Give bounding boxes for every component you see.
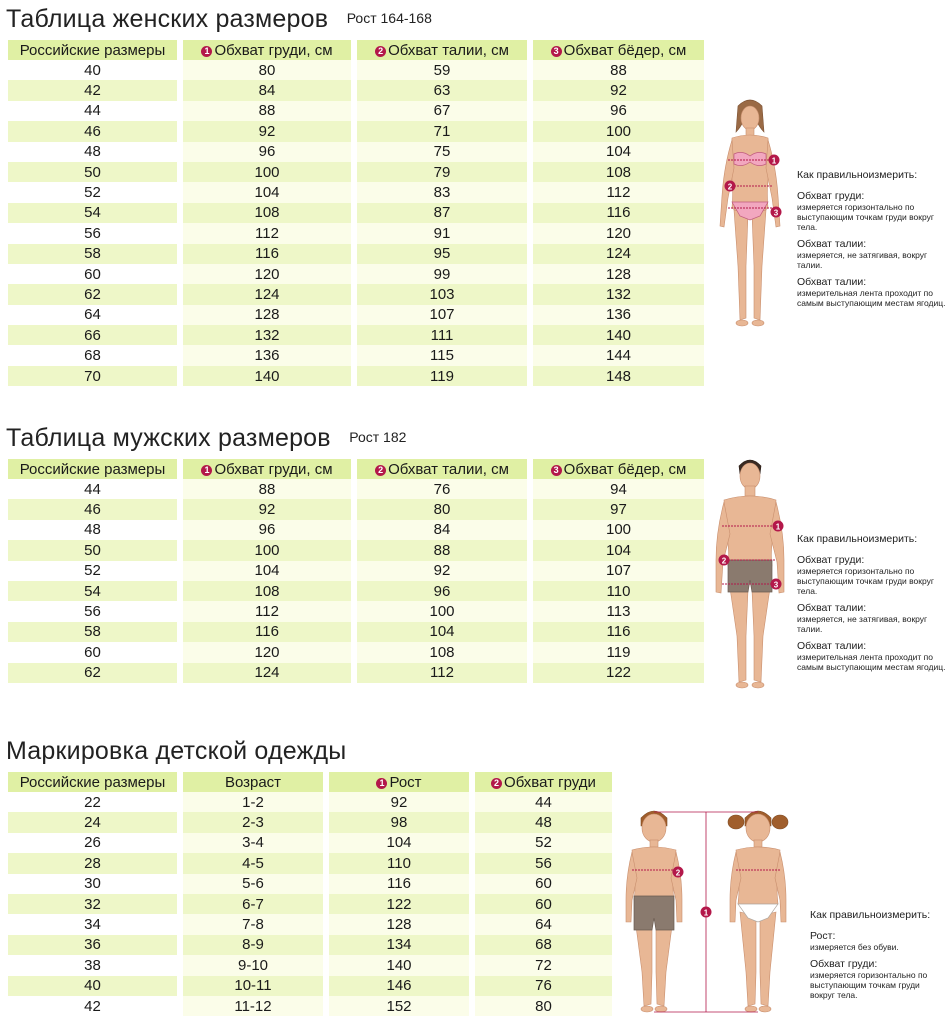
- table-row: [8, 581, 704, 601]
- table-row: [8, 264, 704, 284]
- table-cell: 84: [180, 80, 354, 100]
- table-cell: 124: [530, 244, 704, 264]
- table-cell: 7-8: [180, 914, 326, 934]
- table-cell: 58: [8, 622, 180, 642]
- table-cell: 128: [180, 305, 354, 325]
- table-cell: 59: [354, 60, 530, 80]
- table-cell: 52: [8, 561, 180, 581]
- table-cell: 116: [180, 244, 354, 264]
- table-row: [8, 642, 704, 662]
- table-cell: 108: [530, 162, 704, 182]
- table-row: [8, 223, 704, 243]
- marker-2-icon: [719, 555, 730, 566]
- table-cell: 112: [530, 182, 704, 202]
- table-row: [8, 894, 612, 914]
- table-cell: 92: [326, 792, 472, 812]
- table-cell: 56: [472, 853, 612, 873]
- table-cell: 40: [8, 976, 180, 996]
- table-cell: 54: [8, 581, 180, 601]
- table-row: [8, 914, 612, 934]
- table-cell: 71: [354, 121, 530, 141]
- table-cell: 5-6: [180, 874, 326, 894]
- table-cell: 122: [530, 663, 704, 683]
- table-row: [8, 162, 704, 182]
- table-cell: 116: [530, 622, 704, 642]
- column-header-label: Обхват талии, см: [388, 41, 509, 59]
- column-header: [354, 459, 530, 479]
- table-row: [8, 955, 612, 975]
- column-header: [180, 772, 326, 792]
- table-cell: 11-12: [180, 996, 326, 1016]
- note-title: Обхват груди:: [797, 190, 865, 202]
- table-cell: 119: [354, 366, 530, 386]
- marker-3-icon: [771, 207, 782, 218]
- table-cell: 70: [8, 366, 180, 386]
- table-cell: 63: [354, 80, 530, 100]
- table-cell: 80: [180, 60, 354, 80]
- table-row: [8, 622, 704, 642]
- table-row: [8, 520, 704, 540]
- table-cell: 128: [326, 914, 472, 934]
- table-cell: 112: [354, 663, 530, 683]
- table-cell: 40: [8, 60, 180, 80]
- column-header: [354, 40, 530, 60]
- table-cell: 83: [354, 182, 530, 202]
- table-row: [8, 935, 612, 955]
- table-cell: 120: [530, 223, 704, 243]
- table-row: [8, 121, 704, 141]
- note-title: Рост:: [810, 930, 836, 942]
- table-row: [8, 663, 704, 683]
- column-header-label: Российские размеры: [19, 460, 166, 478]
- table-cell: 80: [472, 996, 612, 1016]
- note-text: измеряется, не затягивая, вокруг талии.: [797, 614, 928, 634]
- column-header-label: Возраст: [224, 773, 282, 791]
- table-row: [8, 812, 612, 832]
- column-header: [180, 459, 354, 479]
- table-row: [8, 479, 704, 499]
- marker-1-icon: 1: [201, 465, 212, 476]
- table-cell: 97: [530, 499, 704, 519]
- marker-1-icon: [701, 907, 712, 918]
- kids-size-table: [8, 772, 612, 1016]
- table-cell: 79: [354, 162, 530, 182]
- table-cell: 108: [354, 642, 530, 662]
- marker-2-icon: [673, 867, 684, 878]
- table-cell: 120: [180, 264, 354, 284]
- table-cell: 92: [180, 121, 354, 141]
- table-cell: 52: [8, 182, 180, 202]
- table-row: [8, 833, 612, 853]
- table-cell: 48: [472, 812, 612, 832]
- table-row: [8, 142, 704, 162]
- table-cell: 110: [326, 853, 472, 873]
- table-cell: 124: [180, 663, 354, 683]
- table-cell: 64: [8, 305, 180, 325]
- table-cell: 52: [472, 833, 612, 853]
- table-cell: 104: [180, 561, 354, 581]
- table-cell: 134: [326, 935, 472, 955]
- note-text: измеряется горизонтально по выступающим точкам груди вокруг тела.: [797, 566, 934, 596]
- marker-1-icon: 1: [376, 778, 387, 789]
- table-cell: 60: [8, 264, 180, 284]
- table-cell: 38: [8, 955, 180, 975]
- notes-heading: Как правильноизмерить:: [797, 169, 918, 181]
- table-cell: 100: [354, 601, 530, 621]
- svg-text:1: 1: [703, 908, 709, 918]
- table-cell: 136: [180, 345, 354, 365]
- column-header-label: Обхват груди: [504, 773, 596, 791]
- table-cell: 10-11: [180, 976, 326, 996]
- table-cell: 64: [472, 914, 612, 934]
- note-title: Обхват талии:: [797, 640, 867, 652]
- table-row: [8, 305, 704, 325]
- table-cell: 50: [8, 162, 180, 182]
- table-cell: 22: [8, 792, 180, 812]
- table-cell: 56: [8, 223, 180, 243]
- table-cell: 60: [472, 894, 612, 914]
- table-cell: 116: [180, 622, 354, 642]
- table-header-row: [8, 40, 704, 60]
- table-cell: 115: [354, 345, 530, 365]
- table-cell: 32: [8, 894, 180, 914]
- table-cell: 112: [180, 223, 354, 243]
- table-cell: 100: [180, 162, 354, 182]
- table-row: [8, 792, 612, 812]
- column-header-label: Обхват бёдер, см: [563, 460, 687, 478]
- note-title: Обхват груди:: [810, 958, 878, 970]
- women-title: Таблица женских размеров: [6, 5, 329, 33]
- note-title: Обхват груди:: [797, 554, 865, 566]
- table-cell: 148: [530, 366, 704, 386]
- men-title-row: [6, 424, 406, 453]
- note-text: измерительная лента проходит по самым выступающим местам ягодиц.: [797, 652, 946, 672]
- table-cell: 88: [180, 101, 354, 121]
- table-cell: 3-4: [180, 833, 326, 853]
- children-figure-illustration: [618, 804, 808, 1022]
- note-title: Обхват талии:: [797, 602, 867, 614]
- table-row: [8, 80, 704, 100]
- table-cell: 68: [472, 935, 612, 955]
- table-cell: 104: [530, 540, 704, 560]
- men-measure-notes: [797, 534, 946, 679]
- table-cell: 108: [180, 581, 354, 601]
- table-cell: 42: [8, 996, 180, 1016]
- table-row: [8, 874, 612, 894]
- table-cell: 48: [8, 142, 180, 162]
- column-header: [472, 772, 612, 792]
- column-header-label: Российские размеры: [19, 41, 166, 59]
- table-cell: 128: [530, 264, 704, 284]
- table-cell: 60: [472, 874, 612, 894]
- marker-2-icon: 2: [491, 778, 502, 789]
- svg-text:2: 2: [727, 182, 733, 192]
- table-cell: 8-9: [180, 935, 326, 955]
- table-cell: 66: [8, 325, 180, 345]
- table-cell: 96: [354, 581, 530, 601]
- men-subtitle: Рост 182: [349, 429, 407, 445]
- table-cell: 146: [326, 976, 472, 996]
- table-row: [8, 561, 704, 581]
- table-cell: 88: [180, 479, 354, 499]
- kids-measure-notes: [810, 910, 944, 1007]
- table-cell: 100: [530, 520, 704, 540]
- table-cell: 4-5: [180, 853, 326, 873]
- table-header-row: [8, 459, 704, 479]
- column-header: [8, 772, 180, 792]
- kids-section: [0, 732, 946, 1024]
- svg-text:3: 3: [773, 580, 779, 590]
- marker-3-icon: 3: [551, 465, 562, 476]
- table-row: [8, 976, 612, 996]
- table-cell: 104: [180, 182, 354, 202]
- table-cell: 96: [530, 101, 704, 121]
- svg-text:1: 1: [771, 156, 777, 166]
- table-cell: 116: [326, 874, 472, 894]
- table-cell: 58: [8, 244, 180, 264]
- table-row: [8, 244, 704, 264]
- table-cell: 34: [8, 914, 180, 934]
- column-header-label: Российские размеры: [19, 773, 166, 791]
- table-cell: 87: [354, 203, 530, 223]
- table-cell: 72: [472, 955, 612, 975]
- svg-text:3: 3: [773, 208, 779, 218]
- table-cell: 95: [354, 244, 530, 264]
- marker-2-icon: 2: [375, 46, 386, 57]
- table-cell: 104: [530, 142, 704, 162]
- table-cell: 152: [326, 996, 472, 1016]
- table-cell: 84: [354, 520, 530, 540]
- table-cell: 76: [472, 976, 612, 996]
- table-cell: 56: [8, 601, 180, 621]
- man-figure-illustration: [708, 456, 792, 696]
- column-header-label: Рост: [389, 773, 422, 791]
- table-cell: 68: [8, 345, 180, 365]
- table-cell: 6-7: [180, 894, 326, 914]
- table-cell: 140: [326, 955, 472, 975]
- table-cell: 96: [180, 520, 354, 540]
- table-cell: 88: [530, 60, 704, 80]
- table-cell: 76: [354, 479, 530, 499]
- marker-3-icon: [771, 579, 782, 590]
- table-cell: 91: [354, 223, 530, 243]
- note-title: Обхват талии:: [797, 238, 867, 250]
- table-cell: 116: [530, 203, 704, 223]
- table-row: [8, 182, 704, 202]
- table-cell: 67: [354, 101, 530, 121]
- table-cell: 103: [354, 284, 530, 304]
- table-cell: 50: [8, 540, 180, 560]
- table-cell: 98: [326, 812, 472, 832]
- table-row: [8, 284, 704, 304]
- table-cell: 46: [8, 121, 180, 141]
- table-cell: 62: [8, 663, 180, 683]
- table-cell: 124: [180, 284, 354, 304]
- men-title: Таблица мужских размеров: [6, 424, 331, 452]
- marker-2-icon: [725, 181, 736, 192]
- women-size-table: [8, 40, 704, 386]
- table-cell: 132: [180, 325, 354, 345]
- table-cell: 122: [326, 894, 472, 914]
- table-cell: 120: [180, 642, 354, 662]
- table-cell: 108: [180, 203, 354, 223]
- table-row: [8, 853, 612, 873]
- table-cell: 24: [8, 812, 180, 832]
- table-cell: 96: [180, 142, 354, 162]
- note-text: измеряется горизонтально по выступающим точкам груди вокруг тела.: [797, 202, 934, 232]
- table-cell: 111: [354, 325, 530, 345]
- table-cell: 92: [530, 80, 704, 100]
- marker-3-icon: 3: [551, 46, 562, 57]
- table-cell: 60: [8, 642, 180, 662]
- table-cell: 44: [8, 101, 180, 121]
- table-cell: 54: [8, 203, 180, 223]
- table-cell: 36: [8, 935, 180, 955]
- table-cell: 1-2: [180, 792, 326, 812]
- note-text: измерительная лента проходит по самым выступающим местам ягодиц.: [797, 288, 946, 308]
- column-header: [180, 40, 354, 60]
- table-cell: 94: [530, 479, 704, 499]
- table-cell: 2-3: [180, 812, 326, 832]
- women-subtitle: Рост 164-168: [346, 10, 432, 26]
- table-row: [8, 101, 704, 121]
- table-cell: 107: [530, 561, 704, 581]
- table-cell: 104: [326, 833, 472, 853]
- column-header-label: Обхват груди, см: [214, 460, 333, 478]
- column-header: [8, 459, 180, 479]
- table-cell: 110: [530, 581, 704, 601]
- table-row: [8, 601, 704, 621]
- table-cell: 9-10: [180, 955, 326, 975]
- table-cell: 136: [530, 305, 704, 325]
- table-cell: 46: [8, 499, 180, 519]
- table-cell: 107: [354, 305, 530, 325]
- women-section: [0, 0, 946, 400]
- table-cell: 132: [530, 284, 704, 304]
- table-row: [8, 325, 704, 345]
- kids-title: Маркировка детской одежды: [6, 737, 347, 765]
- men-section: [0, 420, 946, 710]
- table-cell: 44: [472, 792, 612, 812]
- table-cell: 28: [8, 853, 180, 873]
- svg-text:2: 2: [675, 868, 681, 878]
- woman-figure-illustration: [710, 96, 790, 332]
- women-measure-notes: [797, 170, 946, 315]
- table-header-row: [8, 772, 612, 792]
- table-cell: 92: [354, 561, 530, 581]
- table-cell: 100: [530, 121, 704, 141]
- note-text: измеряется без обуви.: [810, 942, 899, 952]
- kids-title-row: [6, 737, 360, 766]
- women-title-row: [6, 5, 432, 34]
- marker-1-icon: [773, 521, 784, 532]
- table-cell: 42: [8, 80, 180, 100]
- table-cell: 92: [180, 499, 354, 519]
- table-cell: 62: [8, 284, 180, 304]
- table-cell: 113: [530, 601, 704, 621]
- table-row: [8, 499, 704, 519]
- marker-2-icon: 2: [375, 465, 386, 476]
- notes-heading: Как правильноизмерить:: [797, 533, 918, 545]
- table-cell: 144: [530, 345, 704, 365]
- table-cell: 88: [354, 540, 530, 560]
- table-cell: 104: [354, 622, 530, 642]
- table-row: [8, 366, 704, 386]
- table-row: [8, 540, 704, 560]
- table-cell: 119: [530, 642, 704, 662]
- men-size-table: [8, 459, 704, 683]
- table-cell: 112: [180, 601, 354, 621]
- table-row: [8, 345, 704, 365]
- marker-1-icon: [769, 155, 780, 166]
- column-header-label: Обхват груди, см: [214, 41, 333, 59]
- table-cell: 80: [354, 499, 530, 519]
- column-header: [530, 459, 704, 479]
- marker-1-icon: 1: [201, 46, 212, 57]
- table-cell: 75: [354, 142, 530, 162]
- table-cell: 100: [180, 540, 354, 560]
- table-row: [8, 203, 704, 223]
- table-row: [8, 996, 612, 1016]
- table-cell: 99: [354, 264, 530, 284]
- column-header-label: Обхват талии, см: [388, 460, 509, 478]
- table-cell: 44: [8, 479, 180, 499]
- column-header: [530, 40, 704, 60]
- note-text: измеряется, не затягивая, вокруг талии.: [797, 250, 928, 270]
- column-header: [326, 772, 472, 792]
- table-cell: 140: [180, 366, 354, 386]
- table-cell: 26: [8, 833, 180, 853]
- column-header: [8, 40, 180, 60]
- column-header-label: Обхват бёдер, см: [563, 41, 687, 59]
- table-cell: 48: [8, 520, 180, 540]
- svg-text:2: 2: [721, 556, 727, 566]
- svg-text:1: 1: [775, 522, 781, 532]
- table-cell: 30: [8, 874, 180, 894]
- note-text: измеряется горизонтально по выступающим точкам груди вокруг тела.: [810, 970, 928, 1000]
- table-row: [8, 60, 704, 80]
- note-title: Обхват талии:: [797, 276, 867, 288]
- notes-heading: Как правильноизмерить:: [810, 909, 931, 921]
- table-cell: 140: [530, 325, 704, 345]
